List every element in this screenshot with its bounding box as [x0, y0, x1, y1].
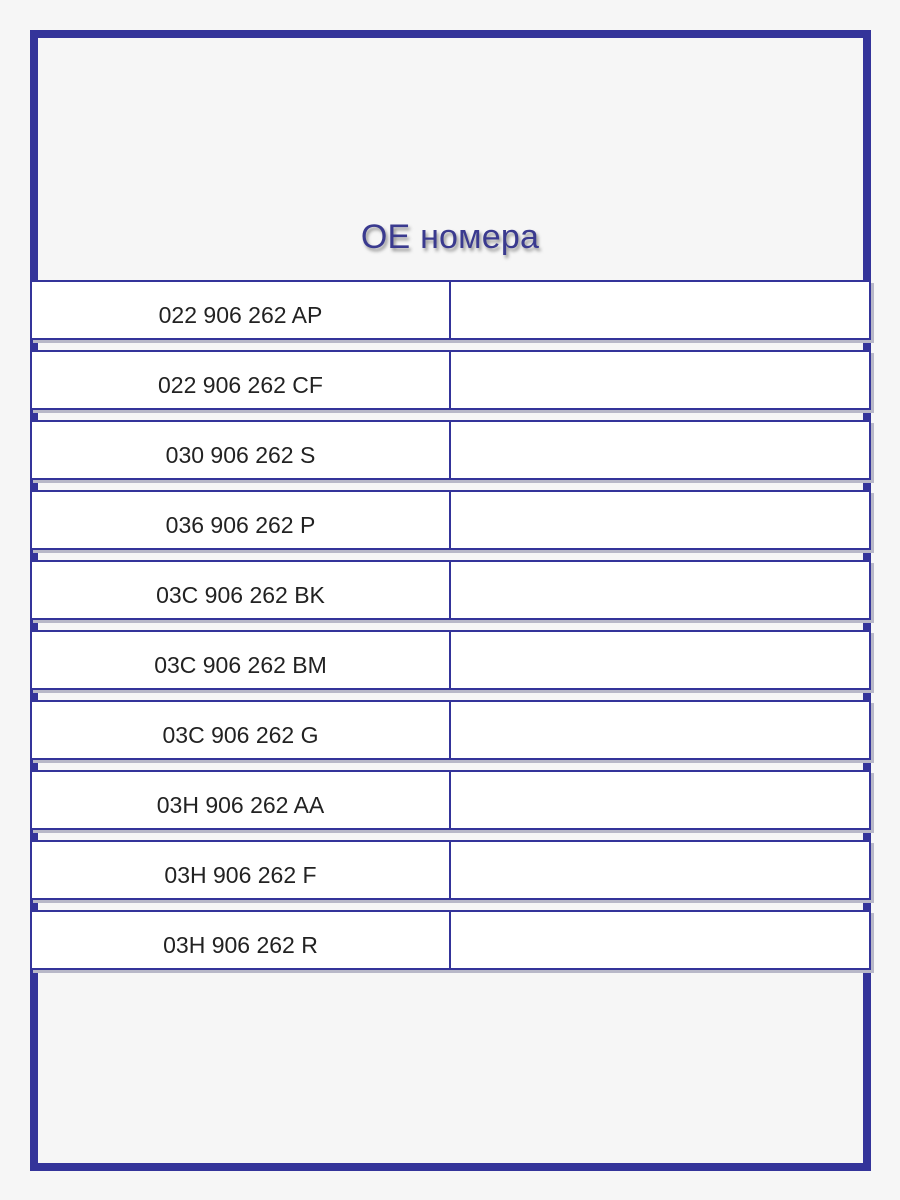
oe-number-cell: 03H 906 262 R [32, 912, 451, 968]
oe-number-cell: 03C 906 262 BM [32, 632, 451, 688]
empty-cell [451, 352, 869, 408]
table-row [30, 910, 871, 970]
empty-cell [451, 562, 869, 618]
oe-number-cell: 03C 906 262 BK [32, 562, 451, 618]
table-row [30, 840, 871, 900]
empty-cell [451, 842, 869, 898]
empty-cell [451, 912, 869, 968]
page-title: OE номера [360, 218, 540, 256]
table-row [30, 700, 871, 760]
empty-cell [451, 632, 869, 688]
oe-numbers-table [30, 280, 871, 980]
empty-cell [451, 282, 869, 338]
oe-number-cell: 036 906 262 P [32, 492, 451, 548]
table-row [30, 490, 871, 550]
table-row [30, 280, 871, 340]
empty-cell [451, 492, 869, 548]
table-row [30, 770, 871, 830]
oe-number-cell: 030 906 262 S [32, 422, 451, 478]
empty-cell [451, 422, 869, 478]
empty-cell [451, 772, 869, 828]
oe-number-cell: 03H 906 262 AA [32, 772, 451, 828]
oe-number-cell: 03C 906 262 G [32, 702, 451, 758]
table-row [30, 350, 871, 410]
table-row [30, 560, 871, 620]
oe-number-cell: 022 906 262 CF [32, 352, 451, 408]
table-row [30, 630, 871, 690]
table-row [30, 420, 871, 480]
oe-number-cell: 022 906 262 AP [32, 282, 451, 338]
oe-number-cell: 03H 906 262 F [32, 842, 451, 898]
empty-cell [451, 702, 869, 758]
